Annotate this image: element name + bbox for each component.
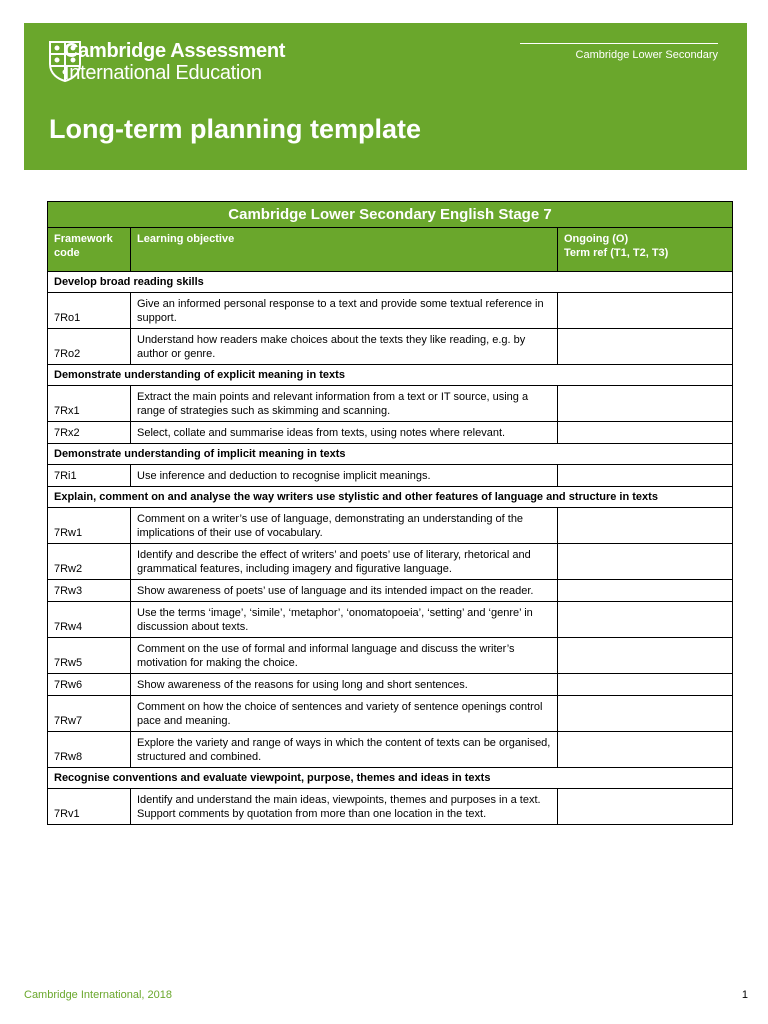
section-row: [48, 365, 733, 386]
term-ref-cell[interactable]: [558, 422, 733, 444]
framework-code-cell: 7Rw7: [48, 696, 131, 732]
learning-objective-cell: Give an informed personal response to a text and provide some textual reference in support.: [131, 293, 558, 329]
brand-name-line1: Cambridge Assessment: [64, 40, 286, 62]
term-ref-cell[interactable]: [558, 544, 733, 580]
learning-objective-cell: Explore the variety and range of ways in which the content of texts can be organised, structured and combined.: [131, 732, 558, 768]
section-heading: Explain, comment on and analyse the way writers use stylistic and other features of language and structure in texts: [48, 487, 733, 508]
page-title: Long-term planning template: [49, 114, 422, 144]
table-row: [48, 696, 733, 732]
section-row: [48, 768, 733, 789]
framework-code-cell: 7Rw1: [48, 508, 131, 544]
learning-objective-cell: Show awareness of poets’ use of language and its intended impact on the reader.: [131, 580, 558, 602]
section-row: [48, 272, 733, 293]
column-header-term: [558, 228, 733, 272]
planning-table: [47, 201, 733, 825]
term-ref-cell[interactable]: [558, 580, 733, 602]
framework-code-cell: 7Rw2: [48, 544, 131, 580]
framework-code-cell: 7Rv1: [48, 789, 131, 825]
learning-objective-cell: Extract the main points and relevant information from a text or IT source, using a range of strategies such as skimming and scanning.: [131, 386, 558, 422]
term-ref-cell[interactable]: [558, 508, 733, 544]
term-ref-cell[interactable]: [558, 386, 733, 422]
footer-copyright: Cambridge International, 2018: [24, 989, 172, 1001]
table-caption-row: [48, 202, 733, 228]
table-row: [48, 602, 733, 638]
framework-code-cell: 7Rw6: [48, 674, 131, 696]
column-header-objective: Learning objective: [131, 228, 558, 272]
column-header-term-line1: Ongoing (O): [564, 233, 629, 245]
table-row: [48, 789, 733, 825]
table-row: [48, 422, 733, 444]
section-heading: Recognise conventions and evaluate viewpoint, purpose, themes and ideas in texts: [48, 768, 733, 789]
learning-objective-cell: Comment on how the choice of sentences and variety of sentence openings control pace and meaning.: [131, 696, 558, 732]
framework-code-cell: 7Ri1: [48, 465, 131, 487]
section-heading: Demonstrate understanding of implicit meaning in texts: [48, 444, 733, 465]
table-row: [48, 674, 733, 696]
brand-name-line2: International Education: [64, 62, 262, 84]
column-header-row: [48, 228, 733, 272]
term-ref-cell[interactable]: [558, 293, 733, 329]
framework-code-cell: 7Ro2: [48, 329, 131, 365]
table-row: [48, 465, 733, 487]
framework-code-cell: 7Ro1: [48, 293, 131, 329]
footer-page-number: 1: [741, 989, 748, 1001]
table-row: [48, 638, 733, 674]
framework-code-cell: 7Rw8: [48, 732, 131, 768]
section-row: [48, 444, 733, 465]
term-ref-cell[interactable]: [558, 696, 733, 732]
table-row: [48, 508, 733, 544]
framework-code-cell: 7Rw3: [48, 580, 131, 602]
term-ref-cell[interactable]: [558, 789, 733, 825]
framework-code-cell: 7Rw4: [48, 602, 131, 638]
section-heading: Develop broad reading skills: [48, 272, 733, 293]
framework-code-cell: 7Rx2: [48, 422, 131, 444]
section-heading: Demonstrate understanding of explicit meaning in texts: [48, 365, 733, 386]
learning-objective-cell: Understand how readers make choices about the texts they like reading, e.g. by author or genre.: [131, 329, 558, 365]
table-caption: Cambridge Lower Secondary English Stage 7: [48, 202, 733, 228]
programme-label: Cambridge Lower Secondary: [575, 49, 718, 61]
table-row: [48, 732, 733, 768]
term-ref-cell[interactable]: [558, 329, 733, 365]
learning-objective-cell: Comment on a writer’s use of language, demonstrating an understanding of the implications of their use of vocabulary.: [131, 508, 558, 544]
header-rule: [520, 43, 718, 44]
learning-objective-cell: Show awareness of the reasons for using long and short sentences.: [131, 674, 558, 696]
learning-objective-cell: Use the terms ‘image’, ‘simile’, ‘metaphor’, ‘onomatopoeia’, ‘setting’ and ‘genre’ in discussion about texts.: [131, 602, 558, 638]
table-row: [48, 329, 733, 365]
term-ref-cell[interactable]: [558, 674, 733, 696]
column-header-code: Framework code: [48, 228, 131, 272]
learning-objective-cell: Comment on the use of formal and informal language and discuss the writer’s motivation for making the choice.: [131, 638, 558, 674]
table-row: [48, 293, 733, 329]
learning-objective-cell: Identify and describe the effect of writers’ and poets’ use of literary, rhetorical and grammatical features, including imagery and figurative language.: [131, 544, 558, 580]
learning-objective-cell: Use inference and deduction to recognise implicit meanings.: [131, 465, 558, 487]
table-row: [48, 580, 733, 602]
learning-objective-cell: Identify and understand the main ideas, viewpoints, themes and purposes in a text. Support comments by quotation from more than one location in the text.: [131, 789, 558, 825]
framework-code-cell: 7Rx1: [48, 386, 131, 422]
section-row: [48, 487, 733, 508]
learning-objective-cell: Select, collate and summarise ideas from texts, using notes where relevant.: [131, 422, 558, 444]
term-ref-cell[interactable]: [558, 732, 733, 768]
term-ref-cell[interactable]: [558, 602, 733, 638]
table-row: [48, 544, 733, 580]
framework-code-cell: 7Rw5: [48, 638, 131, 674]
term-ref-cell[interactable]: [558, 638, 733, 674]
table-row: [48, 386, 733, 422]
column-header-term-line2: Term ref (T1, T2, T3): [564, 247, 669, 259]
term-ref-cell[interactable]: [558, 465, 733, 487]
header-banner: [24, 23, 747, 170]
